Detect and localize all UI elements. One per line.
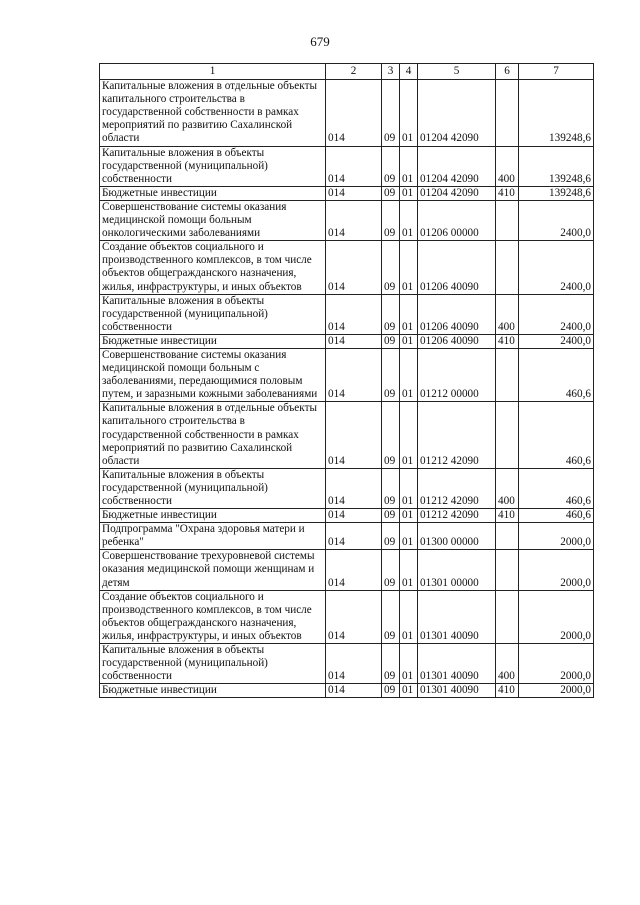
row-name-cell: Капитальные вложения в объекты государственной (муниципальной) собственности: [100, 468, 326, 508]
column-header: 5: [418, 64, 496, 80]
row-code-cell: 014: [326, 523, 382, 550]
row-target-cell: 01204 42090: [418, 146, 496, 186]
row-amount-cell: 2400,0: [519, 241, 594, 294]
row-name-cell: Капитальные вложения в объекты государственной (муниципальной) собственности: [100, 294, 326, 334]
row-target-cell: 01301 00000: [418, 550, 496, 590]
row-amount-cell: 2400,0: [519, 200, 594, 240]
row-name-cell: Подпрограмма "Охрана здоровья матери и ребенка": [100, 523, 326, 550]
row-subsection-cell: 01: [400, 348, 418, 401]
row-name-cell: Совершенствование трехуровневой системы оказания медицинской помощи женщинам и детям: [100, 550, 326, 590]
row-amount-cell: 460,6: [519, 348, 594, 401]
row-code-cell: 014: [326, 80, 382, 146]
row-name-cell: Бюджетные инвестиции: [100, 186, 326, 200]
row-section-cell: 09: [382, 241, 400, 294]
row-code-cell: 014: [326, 590, 382, 643]
row-target-cell: 01206 40090: [418, 334, 496, 348]
row-code-cell: 014: [326, 146, 382, 186]
row-section-cell: 09: [382, 590, 400, 643]
row-subsection-cell: 01: [400, 468, 418, 508]
row-code-cell: 014: [326, 684, 382, 698]
table-row: [100, 644, 594, 684]
row-type-cell: 410: [496, 334, 519, 348]
row-section-cell: 09: [382, 80, 400, 146]
table-row: [100, 523, 594, 550]
row-target-cell: 01212 42090: [418, 468, 496, 508]
row-type-cell: 400: [496, 146, 519, 186]
row-subsection-cell: 01: [400, 186, 418, 200]
row-section-cell: 09: [382, 200, 400, 240]
row-target-cell: 01206 40090: [418, 294, 496, 334]
row-subsection-cell: 01: [400, 644, 418, 684]
row-code-cell: 014: [326, 550, 382, 590]
row-name-cell: Бюджетные инвестиции: [100, 334, 326, 348]
row-subsection-cell: 01: [400, 146, 418, 186]
row-code-cell: 014: [326, 509, 382, 523]
row-code-cell: 014: [326, 200, 382, 240]
row-name-cell: Капитальные вложения в отдельные объекты капитального строительства в государственной собственности в рамках мероприятий по развитию Сахалинской области: [100, 80, 326, 146]
row-type-cell: 400: [496, 468, 519, 508]
row-subsection-cell: 01: [400, 200, 418, 240]
column-header: 1: [100, 64, 326, 80]
row-target-cell: 01212 00000: [418, 348, 496, 401]
table-row: [100, 186, 594, 200]
table-row: [100, 684, 594, 698]
table-row: [100, 146, 594, 186]
row-name-cell: Бюджетные инвестиции: [100, 509, 326, 523]
row-subsection-cell: 01: [400, 684, 418, 698]
row-amount-cell: 460,6: [519, 402, 594, 468]
row-code-cell: 014: [326, 241, 382, 294]
row-target-cell: 01301 40090: [418, 644, 496, 684]
row-type-cell: [496, 200, 519, 240]
table-row: [100, 468, 594, 508]
row-name-cell: Совершенствование системы оказания медицинской помощи больным онкологическими заболеваниями: [100, 200, 326, 240]
row-section-cell: 09: [382, 146, 400, 186]
row-subsection-cell: 01: [400, 550, 418, 590]
row-amount-cell: 2400,0: [519, 294, 594, 334]
page-number: 679: [310, 34, 330, 49]
row-amount-cell: 139248,6: [519, 80, 594, 146]
table-body: [100, 80, 594, 698]
row-name-cell: Создание объектов социального и производственного комплексов, в том числе объектов общегражданского назначения, жилья, инфраструктуры, и иных объектов: [100, 241, 326, 294]
row-amount-cell: 2000,0: [519, 590, 594, 643]
row-type-cell: 400: [496, 644, 519, 684]
row-code-cell: 014: [326, 644, 382, 684]
row-section-cell: 09: [382, 294, 400, 334]
table-row: [100, 590, 594, 643]
column-header: 3: [382, 64, 400, 80]
row-target-cell: 01212 42090: [418, 402, 496, 468]
row-target-cell: 01212 42090: [418, 509, 496, 523]
table-row: [100, 241, 594, 294]
row-subsection-cell: 01: [400, 402, 418, 468]
table-row: [100, 550, 594, 590]
row-section-cell: 09: [382, 684, 400, 698]
table-row: [100, 294, 594, 334]
row-section-cell: 09: [382, 402, 400, 468]
row-name-cell: Капитальные вложения в объекты государственной (муниципальной) собственности: [100, 644, 326, 684]
row-amount-cell: 460,6: [519, 468, 594, 508]
column-header: 7: [519, 64, 594, 80]
row-code-cell: 014: [326, 468, 382, 508]
row-code-cell: 014: [326, 294, 382, 334]
row-subsection-cell: 01: [400, 241, 418, 294]
row-code-cell: 014: [326, 186, 382, 200]
row-name-cell: Капитальные вложения в объекты государственной (муниципальной) собственности: [100, 146, 326, 186]
row-target-cell: 01301 40090: [418, 684, 496, 698]
row-target-cell: 01204 42090: [418, 80, 496, 146]
row-type-cell: [496, 523, 519, 550]
row-subsection-cell: 01: [400, 334, 418, 348]
table-row: [100, 509, 594, 523]
row-name-cell: Капитальные вложения в отдельные объекты капитального строительства в государственной собственности в рамках мероприятий по развитию Сахалинской области: [100, 402, 326, 468]
budget-table: [99, 63, 594, 698]
row-target-cell: 01206 00000: [418, 200, 496, 240]
row-target-cell: 01206 40090: [418, 241, 496, 294]
row-target-cell: 01301 40090: [418, 590, 496, 643]
table-row: [100, 334, 594, 348]
row-subsection-cell: 01: [400, 294, 418, 334]
row-amount-cell: 2000,0: [519, 684, 594, 698]
row-type-cell: [496, 590, 519, 643]
row-code-cell: 014: [326, 334, 382, 348]
row-section-cell: 09: [382, 644, 400, 684]
row-section-cell: 09: [382, 509, 400, 523]
row-subsection-cell: 01: [400, 523, 418, 550]
row-subsection-cell: 01: [400, 509, 418, 523]
row-amount-cell: 2000,0: [519, 550, 594, 590]
row-type-cell: [496, 241, 519, 294]
table-row: [100, 402, 594, 468]
row-section-cell: 09: [382, 348, 400, 401]
row-type-cell: 410: [496, 684, 519, 698]
row-type-cell: 400: [496, 294, 519, 334]
row-type-cell: [496, 402, 519, 468]
column-header: 4: [400, 64, 418, 80]
row-code-cell: 014: [326, 402, 382, 468]
column-header: 2: [326, 64, 382, 80]
table-row: [100, 200, 594, 240]
row-type-cell: [496, 348, 519, 401]
row-amount-cell: 2400,0: [519, 334, 594, 348]
row-section-cell: 09: [382, 523, 400, 550]
row-section-cell: 09: [382, 468, 400, 508]
row-subsection-cell: 01: [400, 590, 418, 643]
row-section-cell: 09: [382, 550, 400, 590]
row-target-cell: 01300 00000: [418, 523, 496, 550]
row-type-cell: 410: [496, 186, 519, 200]
row-type-cell: [496, 80, 519, 146]
row-amount-cell: 2000,0: [519, 644, 594, 684]
row-name-cell: Создание объектов социального и производственного комплексов, в том числе объектов общегражданского назначения, жилья, инфраструктуры, и иных объектов: [100, 590, 326, 643]
table-row: [100, 348, 594, 401]
row-code-cell: 014: [326, 348, 382, 401]
row-amount-cell: 2000,0: [519, 523, 594, 550]
row-section-cell: 09: [382, 334, 400, 348]
row-name-cell: Совершенствование системы оказания медицинской помощи больным с заболеваниями, передающимися половым путем, и заразными кожными заболеваниями: [100, 348, 326, 401]
row-section-cell: 09: [382, 186, 400, 200]
row-amount-cell: 139248,6: [519, 146, 594, 186]
column-header: 6: [496, 64, 519, 80]
row-subsection-cell: 01: [400, 80, 418, 146]
row-amount-cell: 139248,6: [519, 186, 594, 200]
row-amount-cell: 460,6: [519, 509, 594, 523]
row-target-cell: 01204 42090: [418, 186, 496, 200]
table-header-row: [100, 64, 594, 80]
table-row: [100, 80, 594, 146]
row-type-cell: [496, 550, 519, 590]
row-type-cell: 410: [496, 509, 519, 523]
row-name-cell: Бюджетные инвестиции: [100, 684, 326, 698]
